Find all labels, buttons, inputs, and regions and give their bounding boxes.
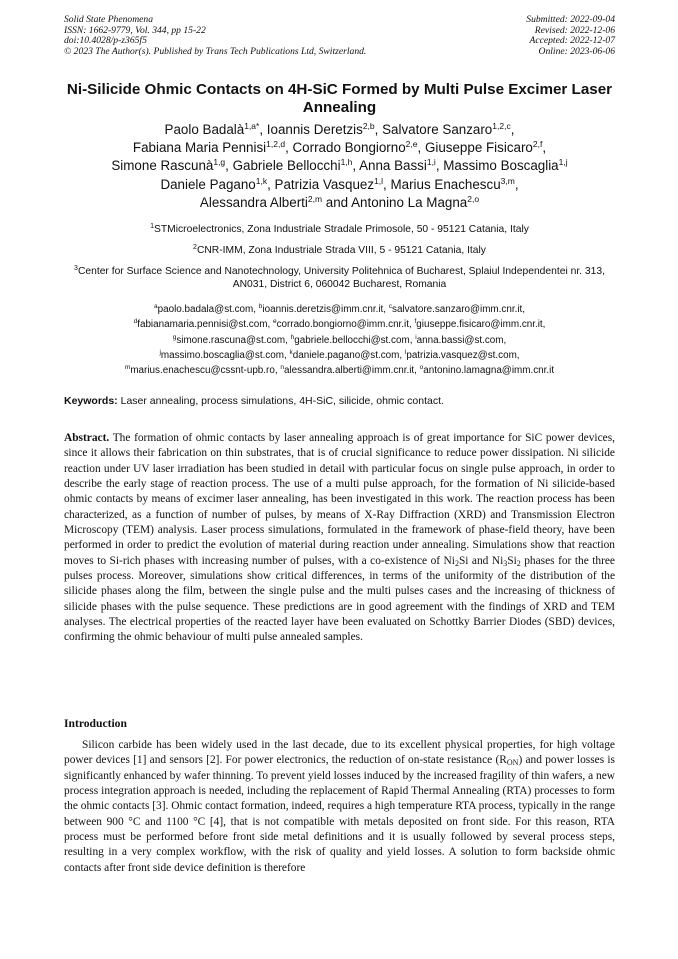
email-sup: b <box>258 303 263 310</box>
author-sup: 1,2,c <box>492 121 511 131</box>
email-sup: n <box>280 364 284 372</box>
author-name: Ioannis Deretzis <box>266 122 363 137</box>
online-date: Online: 2023-06-06 <box>538 45 615 57</box>
author-name: Antonino La Magna <box>351 194 468 210</box>
author-name: Simone Rascunà <box>111 158 214 174</box>
paper-title: Ni-Silicide Ohmic Contacts on 4H-SiC Formed by Multi Pulse Excimer Laser Annealing <box>66 81 613 116</box>
subscript: ON <box>506 758 519 768</box>
introduction-heading: Introduction <box>64 717 127 730</box>
subscript: 2 <box>454 558 459 568</box>
author-sup: 2,m <box>307 193 323 204</box>
subscript: 2 <box>516 558 521 568</box>
authors-conjunction: and <box>325 194 349 210</box>
email-link[interactable]: ioannis.deretzis@imm.cnr.it <box>262 304 384 315</box>
author-sup: 1,a* <box>244 121 260 131</box>
email-sup: c <box>388 303 393 310</box>
introduction-paragraph <box>64 738 615 876</box>
email-link[interactable]: alessandra.alberti@imm.cnr.it <box>283 365 415 377</box>
journal-name: Solid State Phenomena <box>64 14 153 25</box>
email-sup: e <box>272 318 277 326</box>
author-name: Salvatore Sanzaro <box>382 122 493 137</box>
email-link[interactable]: corrado.bongiorno@imm.cnr.it <box>276 319 409 331</box>
author-name: Daniele Pagano <box>160 176 256 192</box>
email-sup: k <box>289 348 293 356</box>
abstract-paragraph <box>64 431 615 646</box>
email-list: $^a$paolo.badala@st.com, $^b$ioannis.deretzis@imm.cnr.it, $^c$salvatore.sanzaro@imm.cnr.it, $^d$fabianamaria.pennisi@st.com, $^e$corrado.bongiorno@imm.cnr.it, $^f$giuseppe.fisicaro@imm.cnr.it, $^g$simone.rascuna@st.com, $^h$gabriele.bellocchi@st.com, $^i$anna.bassi@st.com, $^j$massimo.boscaglia@st.com, $^k$daniele.pagano@st.com, $^l$patrizia.vasquez@st.com, $^m$marius.enachescu@cssnt-upb.ro, $^n$alessandra.alberti@imm.cnr.it, $^o$antonino.lamagna@imm.cnr.it <box>124 303 555 377</box>
author-sup: 1,h <box>340 157 353 168</box>
author-sup: 1,i <box>426 157 436 168</box>
author-sup: 1,2,d <box>266 139 286 150</box>
abstract-text: The formation of ohmic contacts by laser annealing approach is of great importance for SiC power devices, since it allows their fabrication on thin substrates, that is of crucial significance to reduce power dissipation. Ni silicide reaction under UV laser irradiation has been studied in detail with particular focus on single pulse approach, in order to describe the early stage of reaction process. The use of a multi pulse approach, for the formation of Ni silicide-based ohmic contacts by means of excimer laser annealing, has been investigated in this work. The reaction process has been characterized, as a function of number of pulses, by means of X-Ray Diffraction (XRD) and Transmission Electron Microscopy (TEM) analysis. Laser process simulations, formulated in the framework of phase-field theory, have been performed in order to predict the evolution of material during reaction under annealing. Simulations show that reaction moves to Si-rich phases with increasing number of pulses, with a co-existence of Ni <box>64 432 615 567</box>
author-sup: 2,e <box>405 139 418 150</box>
author-name: Anna Bassi <box>359 158 427 174</box>
abstract-text: phases for the three pulses process. Moreover, simulations show critical differences, in terms of the uniformity of the distribution of the silicide phases along the film, between the single pulse and the multi pulses cases and the increasing of thickness of silicide phases with the pulse sequence. These predictions are in good agreement with the findings of XRD and TEM analyses. The electrical properties of the reacted layer have been evaluated on Schottky Barrier Diodes (SBD) devices, confirming the ohmic behaviour of multi pulse annealed samples. <box>64 554 615 644</box>
affiliation-sup: 1 <box>150 223 155 230</box>
author-sup: 2,b <box>362 121 375 131</box>
revised-date: Revised: 2022-12-06 <box>534 24 615 36</box>
email-link[interactable]: gabriele.bellocchi@st.com <box>294 334 410 346</box>
author-sup: 1,g <box>213 157 226 168</box>
author-name: Patrizia Vasquez <box>274 176 375 192</box>
author-name: Paolo Badalà <box>164 122 245 137</box>
email-link[interactable]: anna.bassi@st.com <box>416 334 504 346</box>
author-name: Marius Enachescu <box>390 176 501 192</box>
email-sup: h <box>290 333 295 341</box>
doi-line: doi:10.4028/p-z365f5 <box>64 35 147 47</box>
copyright-line: © 2023 The Author(s). Published by Trans Tech Publications Ltd, Switzerland. <box>64 45 367 57</box>
abstract-label: Abstract. <box>64 432 110 444</box>
author-name: Alessandra Alberti <box>199 194 308 210</box>
author-sup: 1,l <box>374 175 384 186</box>
journal-info <box>64 15 366 57</box>
keywords <box>64 395 615 408</box>
author-list: Paolo Badalà$^{1,a*}$, Ioannis Deretzis$^{2,b}$, Salvatore Sanzaro$^{1,2,c}$, Fabiana Maria Pennisi$^{1,2,d}$, Corrado Bongiorno$^{2,e}$, Giuseppe Fisicaro$^{2,f}$, Simone Rascunà$^{1,g}$, Gabriele Bellocchi$^{1,h}$, Anna Bassi$^{1,i}$, Massimo Boscaglia$^{1,j}$ Daniele Pagano$^{1,k}$, Patrizia Vasquez$^{1,l}$, Marius Enachescu$^{3,m}$, Alessandra Alberti$^{2,m}$ and Antonino La Magna$^{2,o}$ <box>111 121 568 210</box>
email-sup: a <box>153 303 158 310</box>
author-sup: 3,m <box>500 175 515 186</box>
author-name: Gabriele Bellocchi <box>232 158 341 174</box>
email-sup: j <box>159 348 161 356</box>
affiliation-text: CNR-IMM, Zona Industriale Strada VIII, 5 - 95121 Catania, Italy <box>196 245 486 256</box>
email-sup: f <box>414 318 417 326</box>
email-link[interactable]: giuseppe.fisicaro@imm.cnr.it <box>416 319 543 331</box>
affiliation-1 <box>64 223 615 236</box>
affiliation-sup: 3 <box>74 265 78 272</box>
affiliation-2 <box>64 244 615 257</box>
author-sup: 1,k <box>255 175 268 186</box>
abstract-text: Si <box>507 554 517 567</box>
affiliation-text: STMicroelectronics, Zona Industriale Stradale Primosole, 50 - 95121 Catania, Italy <box>154 224 529 235</box>
affiliation-sup: 2 <box>193 244 197 251</box>
keywords-text: Laser annealing, process simulations, 4H-SiC, silicide, ohmic contact. <box>120 395 444 407</box>
author-name: Massimo Boscaglia <box>443 158 559 174</box>
email-sup: d <box>133 318 138 326</box>
issn-line: ISSN: 1662-9779, Vol. 344, pp 15-22 <box>64 24 206 36</box>
introduction-text: Silicon carbide has been widely used in the last decade, due to its excellent physical properties, for high voltage power devices [1] and sensors [2]. For power electronics, the reduction of on-state resistance (R <box>64 739 615 767</box>
email-sup: o <box>419 364 424 372</box>
subscript: 3 <box>503 558 508 568</box>
email-link[interactable]: paolo.badala@st.com <box>157 304 254 315</box>
author-sup: 2,f <box>532 139 543 150</box>
author-name: Corrado Bongiorno <box>292 140 406 156</box>
keywords-label: Keywords: <box>64 395 118 407</box>
email-link[interactable]: antonino.lamagna@imm.cnr.it <box>423 365 555 377</box>
accepted-date: Accepted: 2022-12-07 <box>529 35 615 47</box>
publication-dates <box>526 15 615 57</box>
email-link[interactable]: simone.rascuna@st.com <box>176 334 286 346</box>
email-sup: g <box>172 333 177 341</box>
introduction-text: ) and power losses is significantly enhanced by wafer thinning. To prevent yield losses induced by the increased fragility of thin wafers, a new process integration approach is needed, including the replacement of Rapid Thermal Annealing (RTA) processes to form the ohmic contacts [3]. Ohmic contact formation, indeed, requires a high temperature RTA process, typically in the range between 900 °C and 1100 °C [4], that is not compatible with metals deposited on front side. For this reason, RTA process must be performed before front side metal definitions and it is usually followed by several process steps, resulting in a very complex workflow, with the risk of quality and yield losses. A solution to form backside ohmic contacts after front side device definition is therefore <box>64 754 615 874</box>
email-link[interactable]: salvatore.sanzaro@imm.cnr.it <box>392 304 523 315</box>
author-sup: 2,o <box>467 193 480 204</box>
email-sup: i <box>415 333 417 341</box>
abstract-text: Si and Ni <box>458 554 504 567</box>
author-sup: 1,j <box>558 157 568 168</box>
author-name: Giuseppe Fisicaro <box>424 140 533 156</box>
email-link[interactable]: marius.enachescu@cssnt-upb.ro <box>130 365 275 377</box>
email-link[interactable]: fabianamaria.pennisi@st.com <box>137 319 268 331</box>
email-sup: m <box>124 364 131 372</box>
submitted-date: Submitted: 2022-09-04 <box>526 14 615 25</box>
author-name: Fabiana Maria Pennisi <box>132 140 267 156</box>
email-link[interactable]: massimo.boscaglia@st.com <box>160 349 284 361</box>
email-link[interactable]: patrizia.vasquez@st.com <box>406 349 517 361</box>
affiliation-3 <box>64 265 615 291</box>
email-link[interactable]: daniele.pagano@st.com <box>292 349 400 361</box>
affiliation-text: Center for Surface Science and Nanotechnology, University Politehnica of Bucharest, Splaiul Independentei nr. 313, AN031, District 6, 060042 Bucharest, Romania <box>77 266 605 291</box>
email-sup: l <box>404 348 407 356</box>
